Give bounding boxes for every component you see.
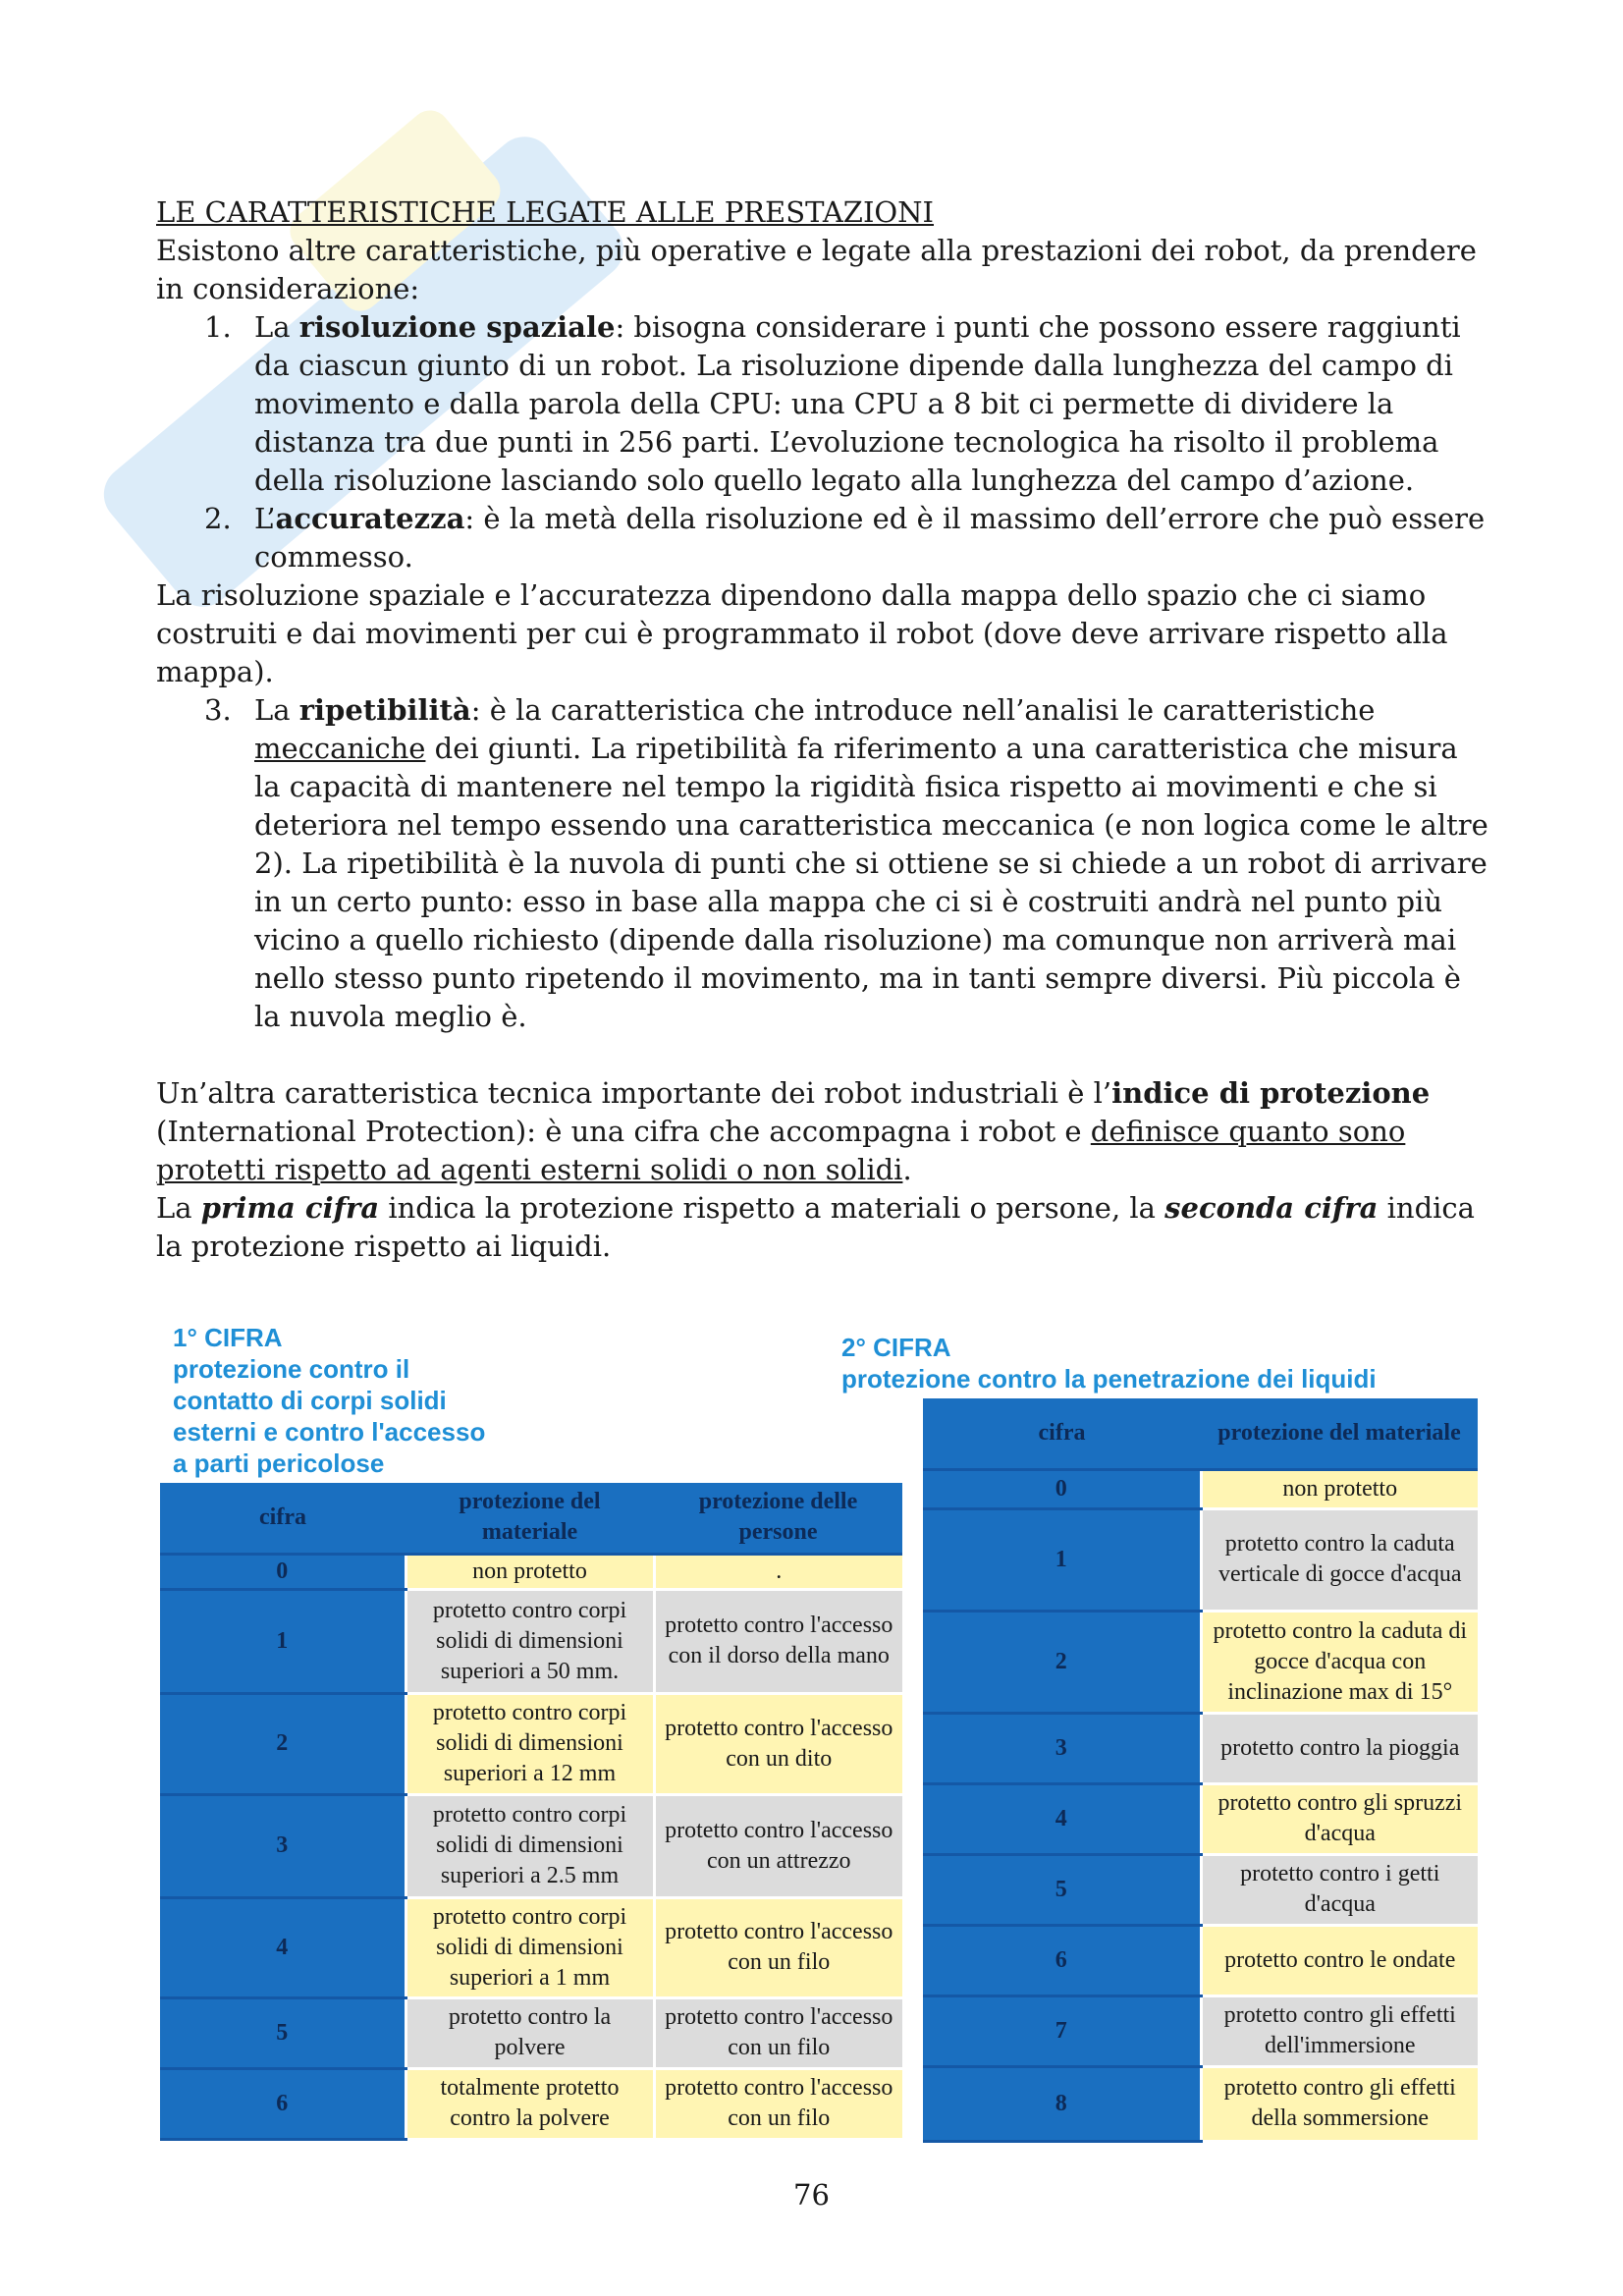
table-row: 6 totalmente protetto contro la polvere protetto contro l'accesso con un filo (160, 2068, 902, 2139)
table-row: 1 protetto contro corpi solidi di dimensioni superiori a 50 mm. protetto contro l'accesso con il dorso della mano (160, 1589, 902, 1693)
table-row: 8 protetto contro gli effetti della sommersione (923, 2066, 1478, 2141)
middle-paragraph: La risoluzione spaziale e l’accuratezza dipendono dalla mappa dello spazio che ci siamo costruiti e dai movimenti per cui è programmato il robot (dove deve arrivare rispetto alla mappa). (156, 578, 1448, 688)
table-row: 6 protetto contro le ondate (923, 1925, 1478, 1995)
cifre-paragraph: La prima cifra indica la protezione rispetto a materiali o persone, la seconda cifra indica la protezione rispetto ai liquidi. (156, 1191, 1475, 1263)
col-header-materiale: protezione del materiale (1201, 1398, 1478, 1469)
numbered-list-a (156, 308, 1491, 576)
list-item-2: 2. L’accuratezza: è la metà della risoluzione ed è il massimo dell’errore che può essere commesso. (204, 502, 1486, 574)
table-header-row (160, 1483, 902, 1554)
ip-paragraph: Un’altra caratteristica tecnica importante dei robot industriali è l’indice di protezione (International Protection): è una cifra che accompagna i robot e definisce quanto sono protetti rispetto ad agenti esterni solidi o non solidi. (156, 1076, 1431, 1186)
col-header-cifra: cifra (160, 1483, 406, 1554)
col-header-persone: protezione delle persone (654, 1483, 902, 1554)
list-number: 3. (204, 693, 232, 727)
table-row: 0 non protetto (923, 1469, 1478, 1508)
list-number: 2. (204, 502, 232, 535)
list-item-1: 1. La risoluzione spaziale: bisogna considerare i punti che possono essere raggiunti da ciascun giunto di un robot. La risoluzione dipende dalla lunghezza del campo di movimento e dalla parola della CPU: una CPU a 8 bit ci permette di dividere la distanza tra due punti in 256 parti. L’evoluzione tecnologica ha risolto il problema della risoluzione lasciando solo quello legato alla lunghezza del campo d’azione. (204, 310, 1461, 497)
table-row: 4 protetto contro corpi solidi di dimensioni superiori a 1 mm protetto contro l'accesso con un filo (160, 1897, 902, 1997)
body-text (156, 232, 1491, 1266)
table-row: 1 protetto contro la caduta verticale di gocce d'acqua (923, 1508, 1478, 1611)
ip-table-first-digit (160, 1483, 902, 2141)
table1-title: 1° CIFRA protezione contro il contatto di corpi solidi esterni e contro l'accesso a parti pericolose (173, 1323, 486, 1478)
ip-table-second-digit (923, 1398, 1478, 2143)
table-row: 4 protetto contro gli spruzzi d'acqua (923, 1783, 1478, 1854)
table-row: 3 protetto contro la pioggia (923, 1713, 1478, 1783)
list-item-3: 3. La ripetibilità: è la caratteristica che introduce nell’analisi le caratteristiche meccaniche dei giunti. La ripetibilità fa riferimento a una caratteristica che misura la capacità di mantenere nel tempo la rigidità fisica rispetto ai movimenti e che si deteriora nel tempo essendo una caratteristica meccanica (e non logica come le altre 2). La ripetibilità è la nuvola di punti che si ottiene se si chiede a un robot di arrivare in un certo punto: esso in base alla mappa che ci si è costruiti andrà nel punto più vicino a quello richiesto (dipende dalla risoluzione) ma comunque non arriverà mai nello stesso punto ripetendo il movimento, ma in tanti sempre diversi. Più piccola è la nuvola meglio è. (204, 693, 1488, 1033)
table-row: 2 protetto contro la caduta di gocce d'acqua con inclinazione max di 15° (923, 1611, 1478, 1713)
table2-title: 2° CIFRA protezione contro la penetrazione dei liquidi (841, 1333, 1377, 1394)
table-row: 0 non protetto . (160, 1554, 902, 1589)
section-heading: LE CARATTERISTICHE LEGATE ALLE PRESTAZIONI (156, 195, 935, 229)
page-number: 76 (793, 2178, 830, 2212)
term-risoluzione: risoluzione spaziale (298, 310, 616, 344)
numbered-list-b (156, 691, 1491, 1036)
term-ripetibilita: ripetibilità (298, 693, 471, 727)
col-header-cifra: cifra (923, 1398, 1201, 1469)
table-row: 5 protetto contro i getti d'acqua (923, 1854, 1478, 1925)
term-accuratezza: accuratezza (275, 502, 465, 535)
term-prima-cifra: prima cifra (200, 1191, 380, 1225)
term-indice-protezione: indice di protezione (1111, 1076, 1431, 1110)
list-number: 1. (204, 310, 232, 344)
table-header-row (923, 1398, 1478, 1469)
intro-paragraph: Esistono altre caratteristiche, più operative e legate alla prestazioni dei robot, da prendere in considerazione: (156, 234, 1477, 305)
table-row: 5 protetto contro la polvere protetto contro l'accesso con un filo (160, 1997, 902, 2068)
table-row: 2 protetto contro corpi solidi di dimensioni superiori a 12 mm protetto contro l'accesso con un dito (160, 1693, 902, 1794)
table-row: 7 protetto contro gli effetti dell'immersione (923, 1995, 1478, 2066)
term-seconda-cifra: seconda cifra (1164, 1191, 1379, 1225)
col-header-materiale: protezione del materiale (406, 1483, 654, 1554)
table-row: 3 protetto contro corpi solidi di dimensioni superiori a 2.5 mm protetto contro l'accesso con un attrezzo (160, 1794, 902, 1897)
